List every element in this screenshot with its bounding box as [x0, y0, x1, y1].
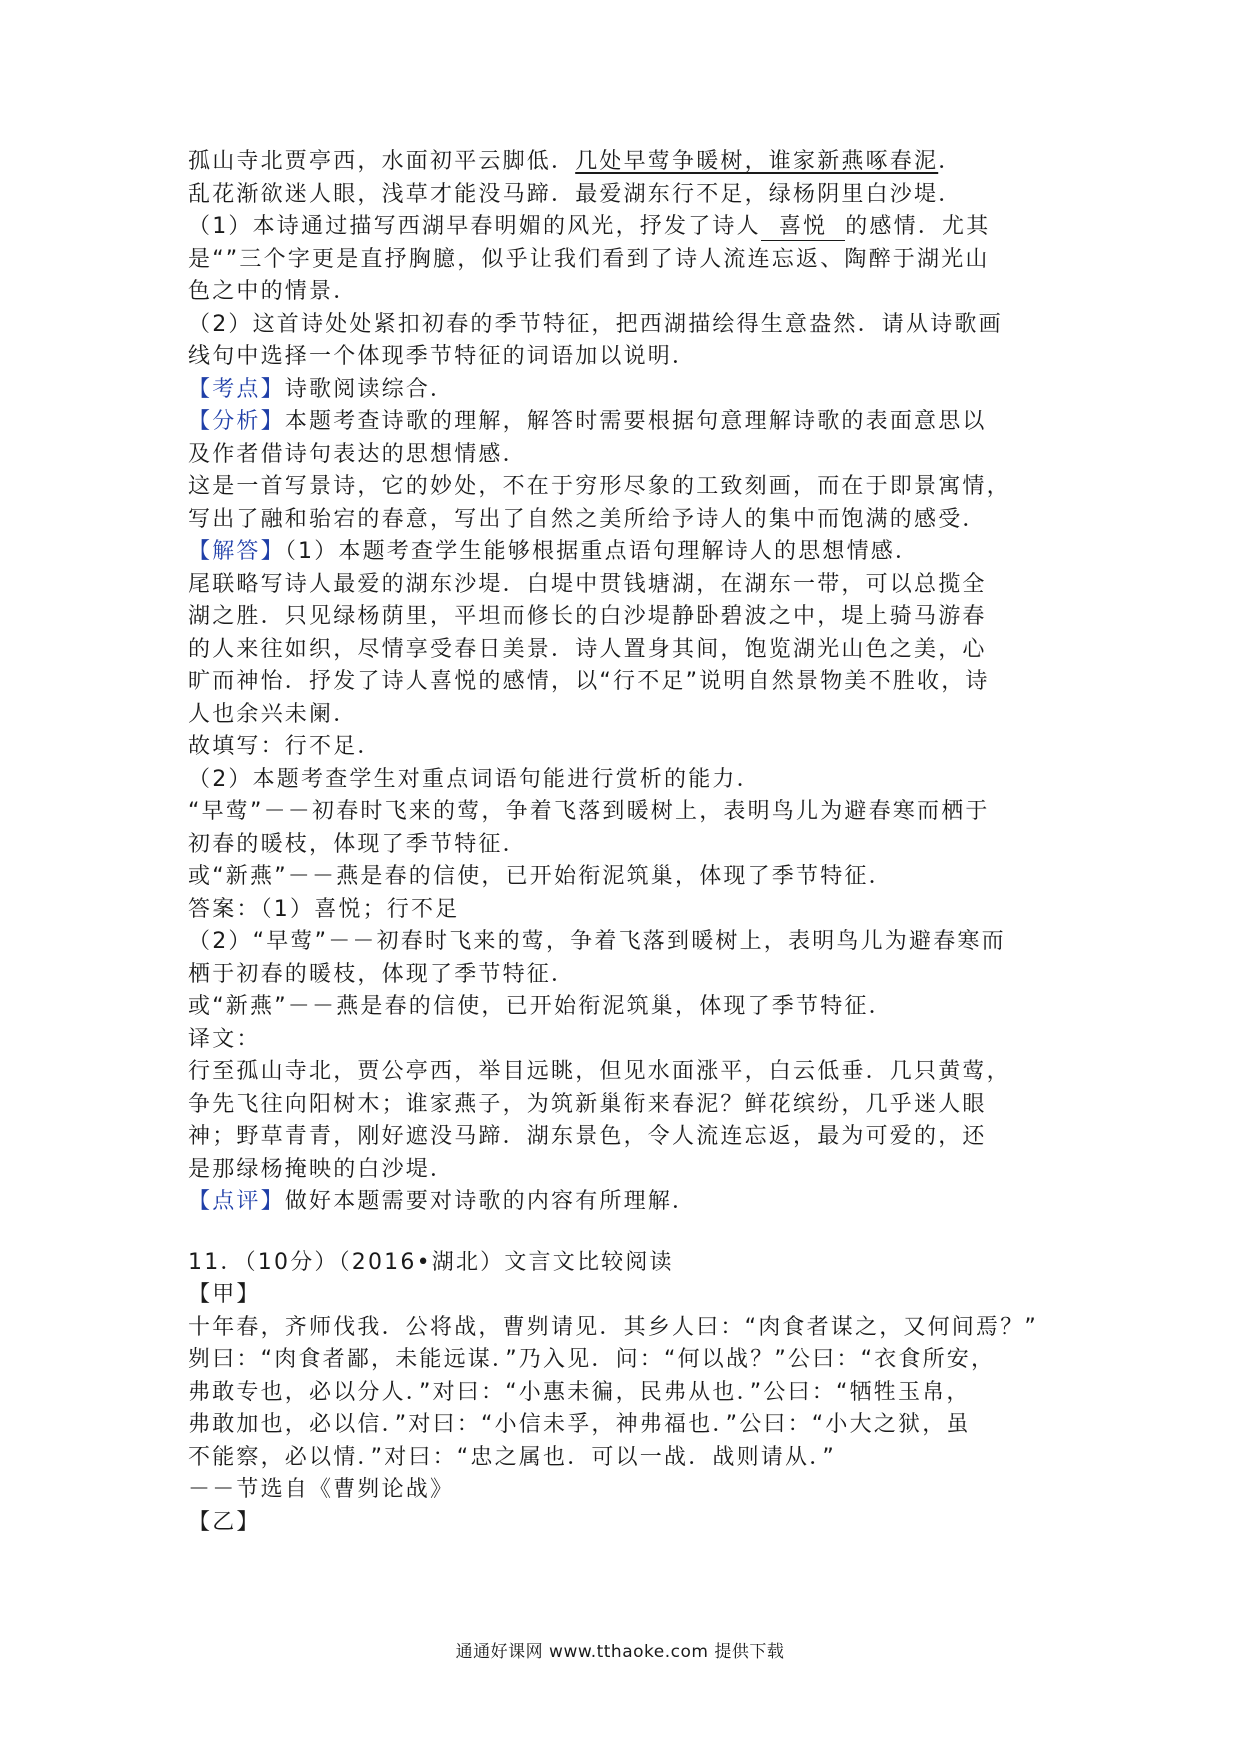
underlined-verse: 几处早莺争暖树，谁家新燕啄春泥 [575, 149, 939, 174]
translation-heading: 译文： [188, 1026, 261, 1052]
jieda-line: 湖之胜．只见绿杨荫里，平坦而修长的白沙堤静卧碧波之中，堤上骑马游春 [188, 604, 987, 629]
jieda-line: 初春的暖枝，体现了季节特征． [188, 831, 527, 857]
jieda-line: 故填写：行不足． [188, 734, 382, 759]
poem-line-1: 孤山寺北贾亭西，水面初平云脚低．几处早莺争暖树，谁家新燕啄春泥． [188, 149, 963, 174]
answer-line: 栖于初春的暖枝，体现了季节特征． [188, 961, 576, 987]
passage-line: 不能察，必以情．”对曰：“忠之属也．可以一战．战则请从．” [188, 1444, 836, 1470]
passage-line: 十年春，齐师伐我．公将战，曹刿请见．其乡人曰：“肉食者谋之，又何间焉？” [188, 1314, 1038, 1340]
kaodian-tag: 【考点】 [188, 376, 285, 402]
translation-line: 神；野草青青，刚好遮没马蹄．湖东景色，令人流连忘返，最为可爱的，还 [188, 1124, 987, 1149]
answer-line: 或“新燕”－－燕是春的信使，已开始衔泥筑巢，体现了季节特征． [188, 994, 893, 1019]
section-gap [188, 1219, 1068, 1247]
fenxi-line: 写出了融和骀宕的春意，写出了自然之美所给予诗人的集中而饱满的感受． [188, 506, 987, 532]
passage-jia-label: 【甲】 [188, 1282, 261, 1307]
jieda-line: （2）本题考查学生对重点词语句能进行赏析的能力． [188, 766, 761, 792]
question-1-line: 是“”三个字更是直抒胸臆，似乎让我们看到了诗人流连忘返、陶醉于湖光山 [188, 246, 990, 272]
poem-line-2: 乱花渐欲迷人眼，浅草才能没马蹄．最爱湖东行不足，绿杨阴里白沙堤． [188, 181, 963, 207]
fenxi-line: 及作者借诗句表达的思想情感． [188, 441, 527, 467]
translation-line: 是那绿杨掩映的白沙堤． [188, 1156, 455, 1182]
answer-line: （2）“早莺”－－初春时飞来的莺，争着飞落到暖树上，表明鸟儿为避春寒而 [188, 929, 1006, 954]
fenxi-tag: 【分析】 [188, 409, 285, 434]
fenxi-line: 这是一首写景诗，它的妙处，不在于穷形尽象的工致刻画，而在于即景寓情， [188, 474, 1011, 499]
jieda-line: 【解答】（1）本题考查学生能够根据重点语句理解诗人的思想情感． [188, 539, 920, 564]
question-2-line: 线句中选择一个体现季节特征的词语加以说明． [188, 344, 697, 369]
dianping-line: 【点评】做好本题需要对诗歌的内容有所理解． [188, 1189, 697, 1214]
page-footer: 通通好课网 www.tthaoke.com 提供下载 [455, 1642, 785, 1662]
question-2-line: （2）这首诗处处紧扣初春的季节特征，把西湖描绘得生意盎然．请从诗歌画 [188, 311, 1003, 337]
passage-line: 刿曰：“肉食者鄙，未能远谋．”乃入见．问：“何以战？”公曰：“衣食所安， [188, 1347, 996, 1372]
jieda-line: 的人来往如织，尽情享受春日美景．诗人置身其间，饱览湖光山色之美，心 [188, 636, 987, 662]
passage-line: 弗敢加也，必以信．”对曰：“小信未孚，神弗福也．”公曰：“小大之狱，虽 [188, 1412, 971, 1437]
answer-blank: 喜悦 [761, 214, 845, 241]
passage-line: 弗敢专也，必以分人．”对曰：“小惠未徧，民弗从也．”公曰：“牺牲玉帛， [188, 1379, 971, 1405]
dianping-tag: 【点评】 [188, 1189, 285, 1214]
question-1-line: （1）本诗通过描写西湖早春明媚的风光，抒发了诗人 喜悦 的感情．尤其 [188, 214, 991, 239]
jieda-line: 旷而神怡．抒发了诗人喜悦的感情，以“行不足”说明自然景物美不胜收，诗 [188, 669, 990, 694]
question-11-title: 11．（10分）（2016•湖北）文言文比较阅读 [188, 1249, 674, 1275]
jieda-tag: 【解答】 [188, 539, 285, 564]
jieda-line: 尾联略写诗人最爱的湖东沙堤．白堤中贯钱塘湖，在湖东一带，可以总揽全 [188, 571, 987, 597]
fenxi-line: 【分析】本题考查诗歌的理解，解答时需要根据句意理解诗歌的表面意思以 [188, 409, 987, 434]
translation-line: 行至孤山寺北，贾公亭西，举目远眺，但见水面涨平，白云低垂．几只黄莺， [188, 1059, 1011, 1084]
translation-line: 争先飞往向阳树木；谁家燕子，为筑新巢衔来春泥？鲜花缤纷，几乎迷人眼 [188, 1091, 987, 1117]
jieda-line: 或“新燕”－－燕是春的信使，已开始衔泥筑巢，体现了季节特征． [188, 864, 893, 889]
document-body [188, 146, 1068, 1539]
jieda-line: “早莺”－－初春时飞来的莺，争着飞落到暖树上，表明鸟儿为避春寒而栖于 [188, 799, 990, 824]
passage-yi-label: 【乙】 [188, 1509, 261, 1535]
answer-line: 答案：（1）喜悦；行不足 [188, 896, 460, 922]
kaodian-line: 【考点】诗歌阅读综合． [188, 376, 455, 402]
passage-source: －－节选自《曹刿论战》 [188, 1477, 455, 1502]
jieda-line: 人也余兴未阑． [188, 701, 358, 727]
question-1-line: 色之中的情景． [188, 279, 358, 304]
